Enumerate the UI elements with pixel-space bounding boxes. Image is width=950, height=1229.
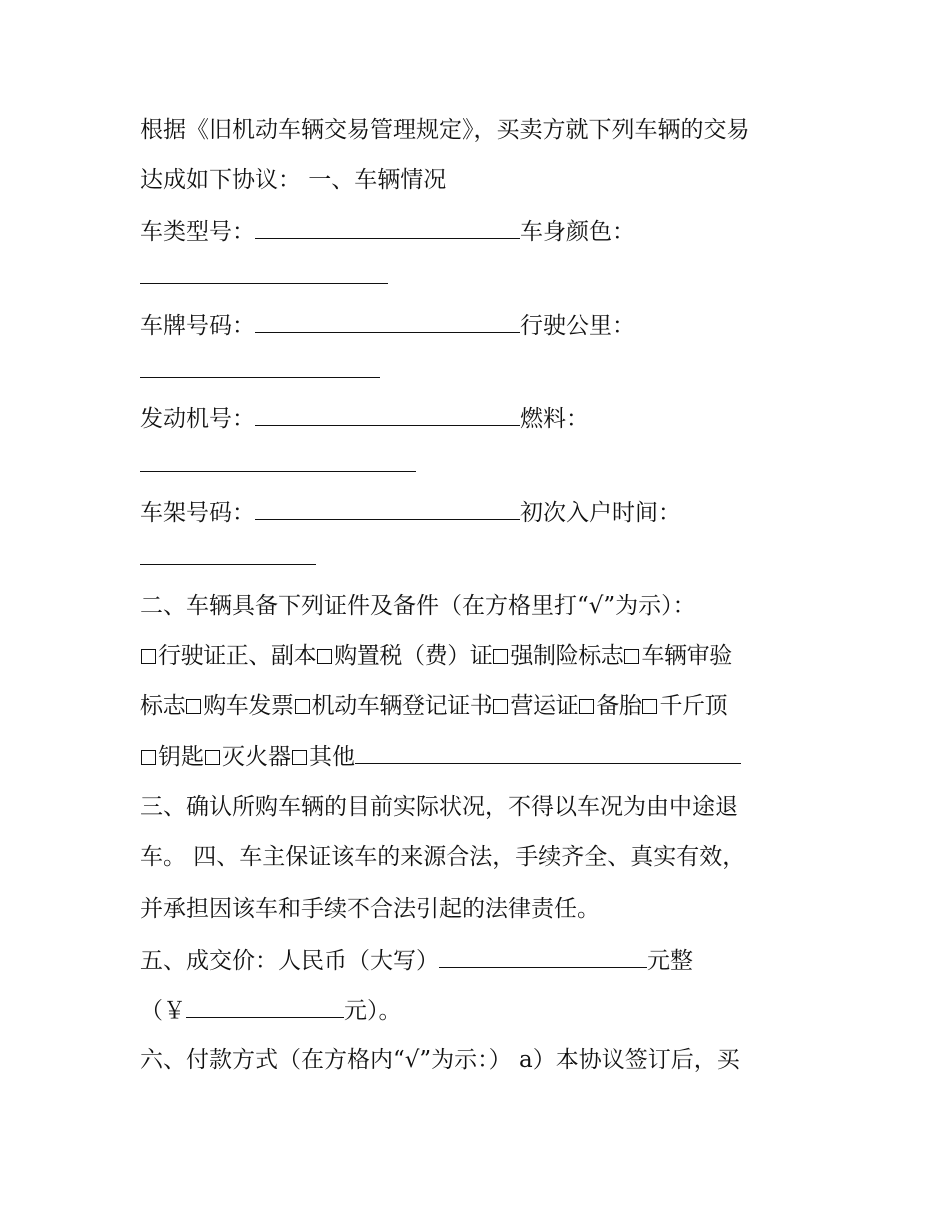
documents-line-1: [140, 641, 732, 671]
yen-close: 元）。: [344, 998, 402, 1024]
doc-item-keys: 钥匙: [158, 744, 204, 770]
field-blank-price-number[interactable]: [186, 995, 344, 1018]
field-row-engine-fuel: [140, 403, 589, 434]
field-row-plate-mileage: [140, 310, 635, 341]
intro-line-1: 根据《旧机动车辆交易管理规定》，买卖方就下列车辆的交易: [140, 117, 750, 143]
checkbox[interactable]: [317, 649, 332, 664]
price-suffix: 元整: [647, 948, 693, 974]
checkbox[interactable]: [493, 649, 508, 664]
doc-item-inspection: 车辆审验: [641, 643, 732, 669]
doc-item-driving-license: 行驶证正、副本: [158, 643, 317, 669]
doc-item-jack: 千斤顶: [659, 693, 728, 719]
field-blank-mileage[interactable]: [140, 377, 380, 378]
checkbox[interactable]: [292, 750, 307, 765]
field-blank-color[interactable]: [140, 283, 388, 284]
section-4-line-2: 并承担因该车和手续不合法引起的法律责任。: [140, 896, 600, 922]
checkbox[interactable]: [493, 699, 508, 714]
checkbox[interactable]: [295, 699, 310, 714]
checkbox[interactable]: [186, 699, 201, 714]
field-blank-other[interactable]: [355, 741, 741, 764]
checkbox[interactable]: [141, 649, 156, 664]
field-blank-engine[interactable]: [255, 403, 520, 426]
field-label-plate: 车牌号码：: [140, 313, 255, 339]
doc-item-operating-permit: 营运证: [510, 693, 579, 719]
doc-item-registration: 机动车辆登记证书: [311, 693, 493, 719]
intro-line-2: 达成如下协议： 一、车辆情况: [140, 167, 447, 193]
section-6-line: 六、付款方式（在方格内“√”为示：） a）本协议签订后，买: [140, 1047, 740, 1073]
doc-item-other: 其他: [309, 744, 355, 770]
doc-item-extinguisher: 灭火器: [222, 744, 291, 770]
section-5-yen: [140, 995, 402, 1026]
section-3-line-1: 三、确认所购车辆的目前实际状况，不得以车况为由中途退: [140, 794, 738, 820]
checkbox[interactable]: [624, 649, 639, 664]
doc-item-spare-tire: 备胎: [596, 693, 642, 719]
yen-open: （￥: [140, 998, 186, 1024]
section-2-title: 二、车辆具备下列证件及备件（在方格里打“√”为示）：: [140, 593, 696, 619]
doc-item-compulsory-insurance: 强制险标志: [510, 643, 624, 669]
doc-item-invoice: 购车发票: [203, 693, 294, 719]
field-blank-frame[interactable]: [255, 497, 520, 520]
checkbox[interactable]: [642, 699, 657, 714]
checkbox[interactable]: [579, 699, 594, 714]
field-label-fuel: 燃料：: [520, 406, 589, 432]
section-3-line-2: 车。 四、车主保证该车的来源合法，手续齐全、真实有效，: [140, 844, 746, 870]
field-blank-price-words[interactable]: [439, 945, 647, 968]
documents-line-2: [140, 691, 727, 721]
doc-item-purchase-tax: 购置税（费）证: [334, 643, 493, 669]
checkbox[interactable]: [141, 750, 156, 765]
field-label-mileage: 行驶公里：: [520, 313, 635, 339]
field-row-frame-firstreg: [140, 497, 681, 528]
field-blank-plate[interactable]: [255, 310, 520, 333]
checkbox[interactable]: [205, 750, 220, 765]
field-blank-model[interactable]: [255, 216, 520, 239]
field-label-engine: 发动机号：: [140, 406, 255, 432]
field-blank-fuel[interactable]: [140, 471, 416, 472]
price-label: 五、成交价：人民币（大写）: [140, 948, 439, 974]
section-5-price: [140, 945, 693, 976]
field-label-first-reg: 初次入户时间：: [520, 500, 681, 526]
documents-line-3: [140, 741, 741, 772]
field-label-color: 车身颜色：: [520, 219, 635, 245]
field-row-model-color: [140, 216, 635, 247]
field-label-model: 车类型号：: [140, 219, 255, 245]
field-label-frame: 车架号码：: [140, 500, 255, 526]
doc-item-inspection-cont: 标志: [140, 693, 186, 719]
field-blank-first-reg[interactable]: [140, 564, 316, 565]
